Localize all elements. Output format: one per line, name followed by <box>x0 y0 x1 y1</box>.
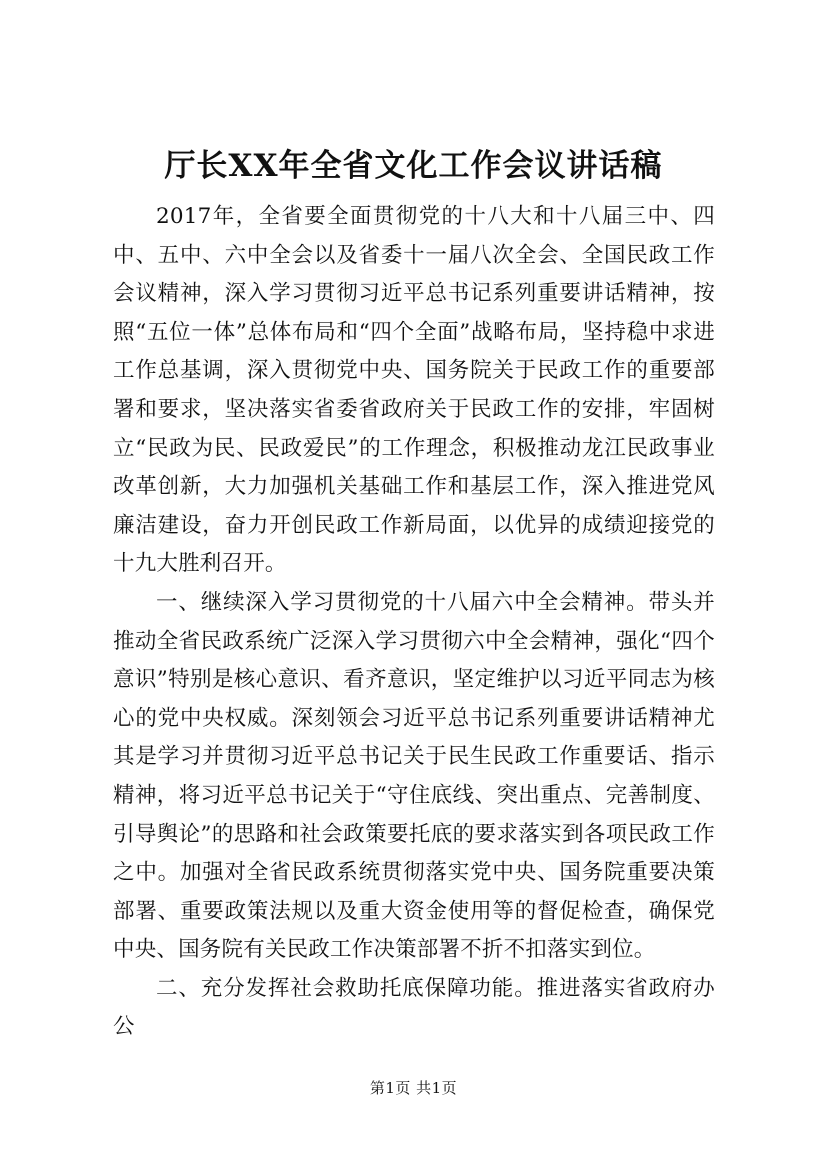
document-body <box>113 198 715 1047</box>
paragraph-section-2: 二、充分发挥社会救助托底保障功能。推进落实省政府办公 <box>113 975 715 1040</box>
page-footer: 第1页 共1页 <box>369 1079 458 1097</box>
document-title: 厅长XX年全省文化工作会议讲话稿 <box>164 148 663 184</box>
paragraph-section-1: 一、继续深入学习贯彻党的十八届六中全会精神。带头并推动全省民政系统广泛深入学习贯彻六中全会精神，强化“四个意识”特别是核心意识、看齐意识，坚定维护以习近平同志为核心的党中央权威。深刻领会习近平总书记系列重要讲话精神尤其是学习并贯彻习近平总书记关于民生民政工作重要话、指示精神，将习近平总书记关于“守住底线、突出重点、完善制度、引导舆论”的思路和社会政策要托底的要求落实到各项民政工作之中。加强对全省民政系统贯彻落实党中央、国务院重要决策部署、重要政策法规以及重大资金使用等的督促检查，确保党中央、国务院有关民政工作决策部署不折不扣落实到位。 <box>113 589 715 963</box>
paragraph-intro: 2017年，全省要全面贯彻党的十八大和十八届三中、四中、五中、六中全会以及省委十一届八次全会、全国民政工作会议精神，深入学习贯彻习近平总书记系列重要讲话精神，按照“五位一体”总体布局和“四个全面”战略布局，坚持稳中求进工作总基调，深入贯彻党中央、国务院关于民政工作的重要部署和要求，坚决落实省委省政府关于民政工作的安排，牢固树立“民政为民、民政爱民”的工作理念，积极推动龙江民政事业改革创新，大力加强机关基础工作和基层工作，深入推进党风廉洁建设，奋力开创民政工作新局面，以优异的成绩迎接党的十九大胜利召开。 <box>113 204 715 577</box>
